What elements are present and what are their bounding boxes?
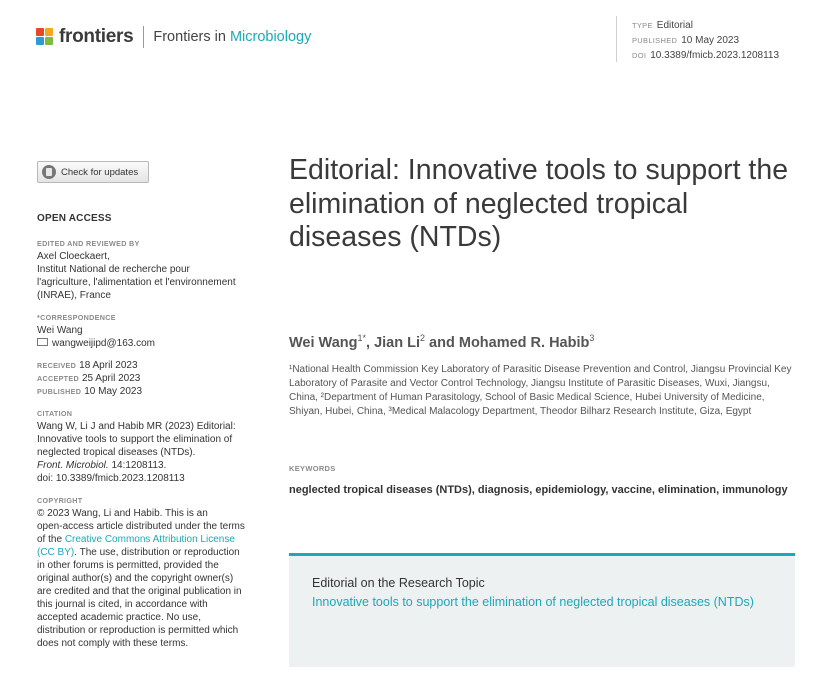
meta-divider	[616, 16, 617, 62]
citation-journal: Front. Microbiol.	[37, 460, 109, 471]
meta-type	[632, 18, 779, 33]
check-for-updates-button[interactable]	[37, 161, 149, 183]
copyright-section	[37, 494, 269, 650]
copyright-line: this journal is cited, in accordance with	[37, 599, 208, 610]
edited-label: EDITED AND REVIEWED BY	[37, 239, 140, 248]
copyright-text: of the	[37, 534, 65, 545]
citation-section	[37, 407, 269, 485]
keywords: neglected tropical diseases (NTDs), diagnosis, epidemiology, vaccine, elimination, immunology	[289, 484, 788, 496]
citation-line: Innovative tools to support the elimination of	[37, 434, 233, 445]
article-meta	[632, 18, 779, 63]
journal-accent: Microbiology	[229, 29, 312, 45]
meta-label: DOI	[632, 51, 647, 60]
editor-line: Institut National de recherche pour	[37, 264, 190, 275]
citation-doi: doi: 10.3389/fmicb.2023.1208113	[37, 473, 185, 484]
date-value: 18 April 2023	[79, 360, 138, 371]
affiliations: ¹National Health Commission Key Laboratory of Parasitic Disease Prevention and Control, Jiangsu Provincial Key Laboratory of Parasite and Vector Control Technology, Jiangsu Institute of Parasitic Diseases, Wuxi, Jiangsu, China, ²Department of Human Parasitology, School of Basic Medical Science, Hubei University of Medicine, Shiyan, Hubei, China, ³Medical Malacology Department, Theodor Bilharz Research Institute, Giza, Egypt	[289, 364, 792, 417]
journal-prefix: Frontiers in	[153, 29, 226, 45]
meta-value: 10 May 2023	[681, 35, 740, 46]
author-affil-sup: 1*	[357, 333, 366, 343]
frontiers-logo-icon	[36, 28, 54, 46]
correspondence-section	[37, 311, 269, 350]
copyright-line: are credited and that the original publication in	[37, 586, 242, 597]
copyright-line: original author(s) and the copyright owner(s)	[37, 573, 234, 584]
editor-line: Axel Cloeckaert,	[37, 251, 110, 262]
author-name[interactable]: Mohamed R. Habib	[458, 334, 590, 351]
journal-logo[interactable]	[36, 26, 311, 48]
citation-journal-line	[37, 459, 269, 472]
editor-line: l'agriculture, l'alimentation et l'environnement	[37, 277, 236, 288]
meta-published	[632, 33, 779, 48]
copyright-label: COPYRIGHT	[37, 496, 83, 505]
copyright-license-line-2	[37, 546, 269, 559]
copyright-line: accepted academic practice. No use,	[37, 612, 201, 623]
correspondence-email[interactable]: wangweijipd@163.com	[52, 338, 155, 349]
copyright-line: © 2023 Wang, Li and Habib. This is an	[37, 508, 208, 519]
check-updates-label: Check for updates	[61, 166, 139, 178]
correspondence-email-row[interactable]	[37, 337, 269, 350]
license-link[interactable]: Creative Commons Attribution License	[64, 534, 235, 545]
date-value: 10 May 2023	[84, 386, 143, 397]
author-name[interactable]: Jian Li	[374, 334, 420, 351]
meta-label: PUBLISHED	[632, 36, 678, 45]
date-label: RECEIVED	[37, 361, 77, 370]
author-list	[289, 333, 594, 351]
article-title: Editorial: Innovative tools to support the elimination of neglected tropical diseases (NTDs)	[289, 154, 789, 253]
copyright-line: in other forums is permitted, provided the	[37, 560, 219, 571]
author-affil-sup: 3	[589, 333, 595, 343]
author-affil-sup: 2	[420, 333, 426, 343]
header-divider	[143, 26, 144, 48]
keywords-label: KEYWORDS	[289, 464, 336, 473]
journal-name	[153, 29, 311, 45]
citation-label: CITATION	[37, 409, 73, 418]
editor-line: (INRAE), France	[37, 290, 111, 301]
article-sidebar	[37, 212, 269, 659]
edited-section	[37, 237, 269, 302]
correspondence-name: Wei Wang	[37, 325, 83, 336]
bookmark-icon	[42, 165, 56, 179]
meta-doi	[632, 48, 779, 63]
date-row	[37, 372, 269, 385]
copyright-line: open-access article distributed under the terms	[37, 521, 245, 532]
copyright-license-line	[37, 533, 269, 546]
citation-line: Wang W, Li J and Habib MR (2023) Editorial:	[37, 421, 236, 432]
citation-volume: 14:1208113.	[108, 460, 167, 471]
author-separator: ,	[366, 334, 375, 351]
logo-wordmark: frontiers	[59, 26, 134, 47]
open-access-label: OPEN ACCESS	[37, 213, 112, 224]
copyright-text: . The use, distribution or reproduction	[74, 547, 240, 558]
research-topic-box	[289, 553, 795, 667]
mail-icon	[37, 338, 48, 346]
meta-label: TYPE	[632, 21, 653, 30]
date-row	[37, 385, 269, 398]
author-name[interactable]: Wei Wang	[289, 334, 358, 351]
date-row	[37, 359, 269, 372]
date-value: 25 April 2023	[81, 373, 141, 384]
date-label: ACCEPTED	[37, 374, 79, 383]
author-separator: and	[425, 334, 459, 351]
date-label: PUBLISHED	[37, 387, 82, 396]
cc-by-link[interactable]: (CC BY)	[37, 547, 75, 558]
correspondence-label: *CORRESPONDENCE	[37, 313, 116, 322]
dates-section	[37, 359, 269, 398]
meta-value: Editorial	[656, 20, 693, 31]
copyright-line: does not comply with these terms.	[37, 638, 189, 649]
copyright-line: distribution or reproduction is permitted which	[37, 625, 239, 636]
doi-link[interactable]: 10.3389/fmicb.2023.1208113	[650, 50, 780, 61]
research-topic-label: Editorial on the Research Topic	[312, 576, 485, 590]
citation-line: neglected tropical diseases (NTDs).	[37, 447, 196, 458]
research-topic-link[interactable]: Innovative tools to support the elimination of neglected tropical diseases (NTDs)	[312, 595, 754, 609]
